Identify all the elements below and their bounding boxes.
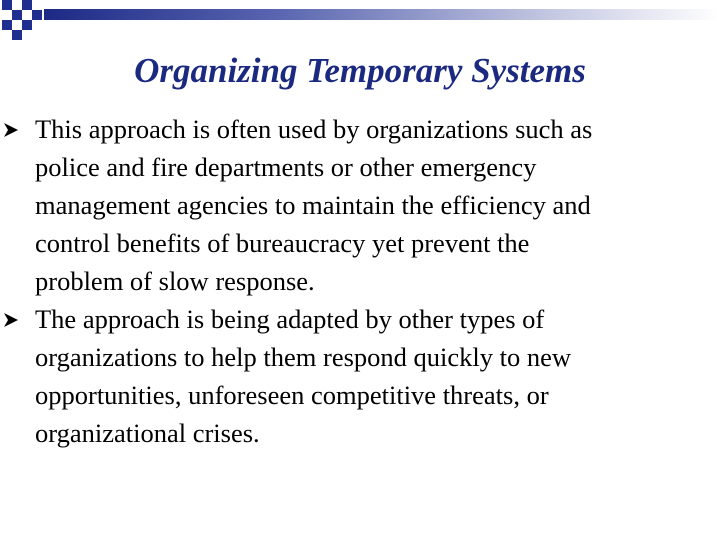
top-gradient-bar (44, 9, 720, 20)
bullet-text-line: police and fire departments or other emergency (35, 152, 537, 182)
slide-title: Organizing Temporary Systems (134, 51, 586, 90)
arrowhead-bullet-icon (3, 122, 19, 138)
bullet-list (0, 110, 712, 452)
bullet-text-line: organizational crises. (35, 418, 260, 448)
bullet-text-line: opportunities, unforeseen competitive threats, or (35, 380, 549, 410)
arrowhead-bullet-icon (3, 312, 19, 328)
bullet-item (0, 300, 712, 452)
bullet-item (0, 110, 712, 300)
bullet-text-line: management agencies to maintain the efficiency and (35, 190, 591, 220)
bullet-text-line: control benefits of bureaucracy yet prevent the (35, 228, 530, 258)
bullet-text-line: organizations to help them respond quickly to new (35, 342, 572, 372)
bullet-text-line: problem of slow response. (35, 266, 315, 296)
bullet-text-line: The approach is being adapted by other types of (35, 304, 545, 334)
corner-checker-decoration (0, 0, 60, 44)
bullet-text-line: This approach is often used by organizations such as (35, 114, 593, 144)
